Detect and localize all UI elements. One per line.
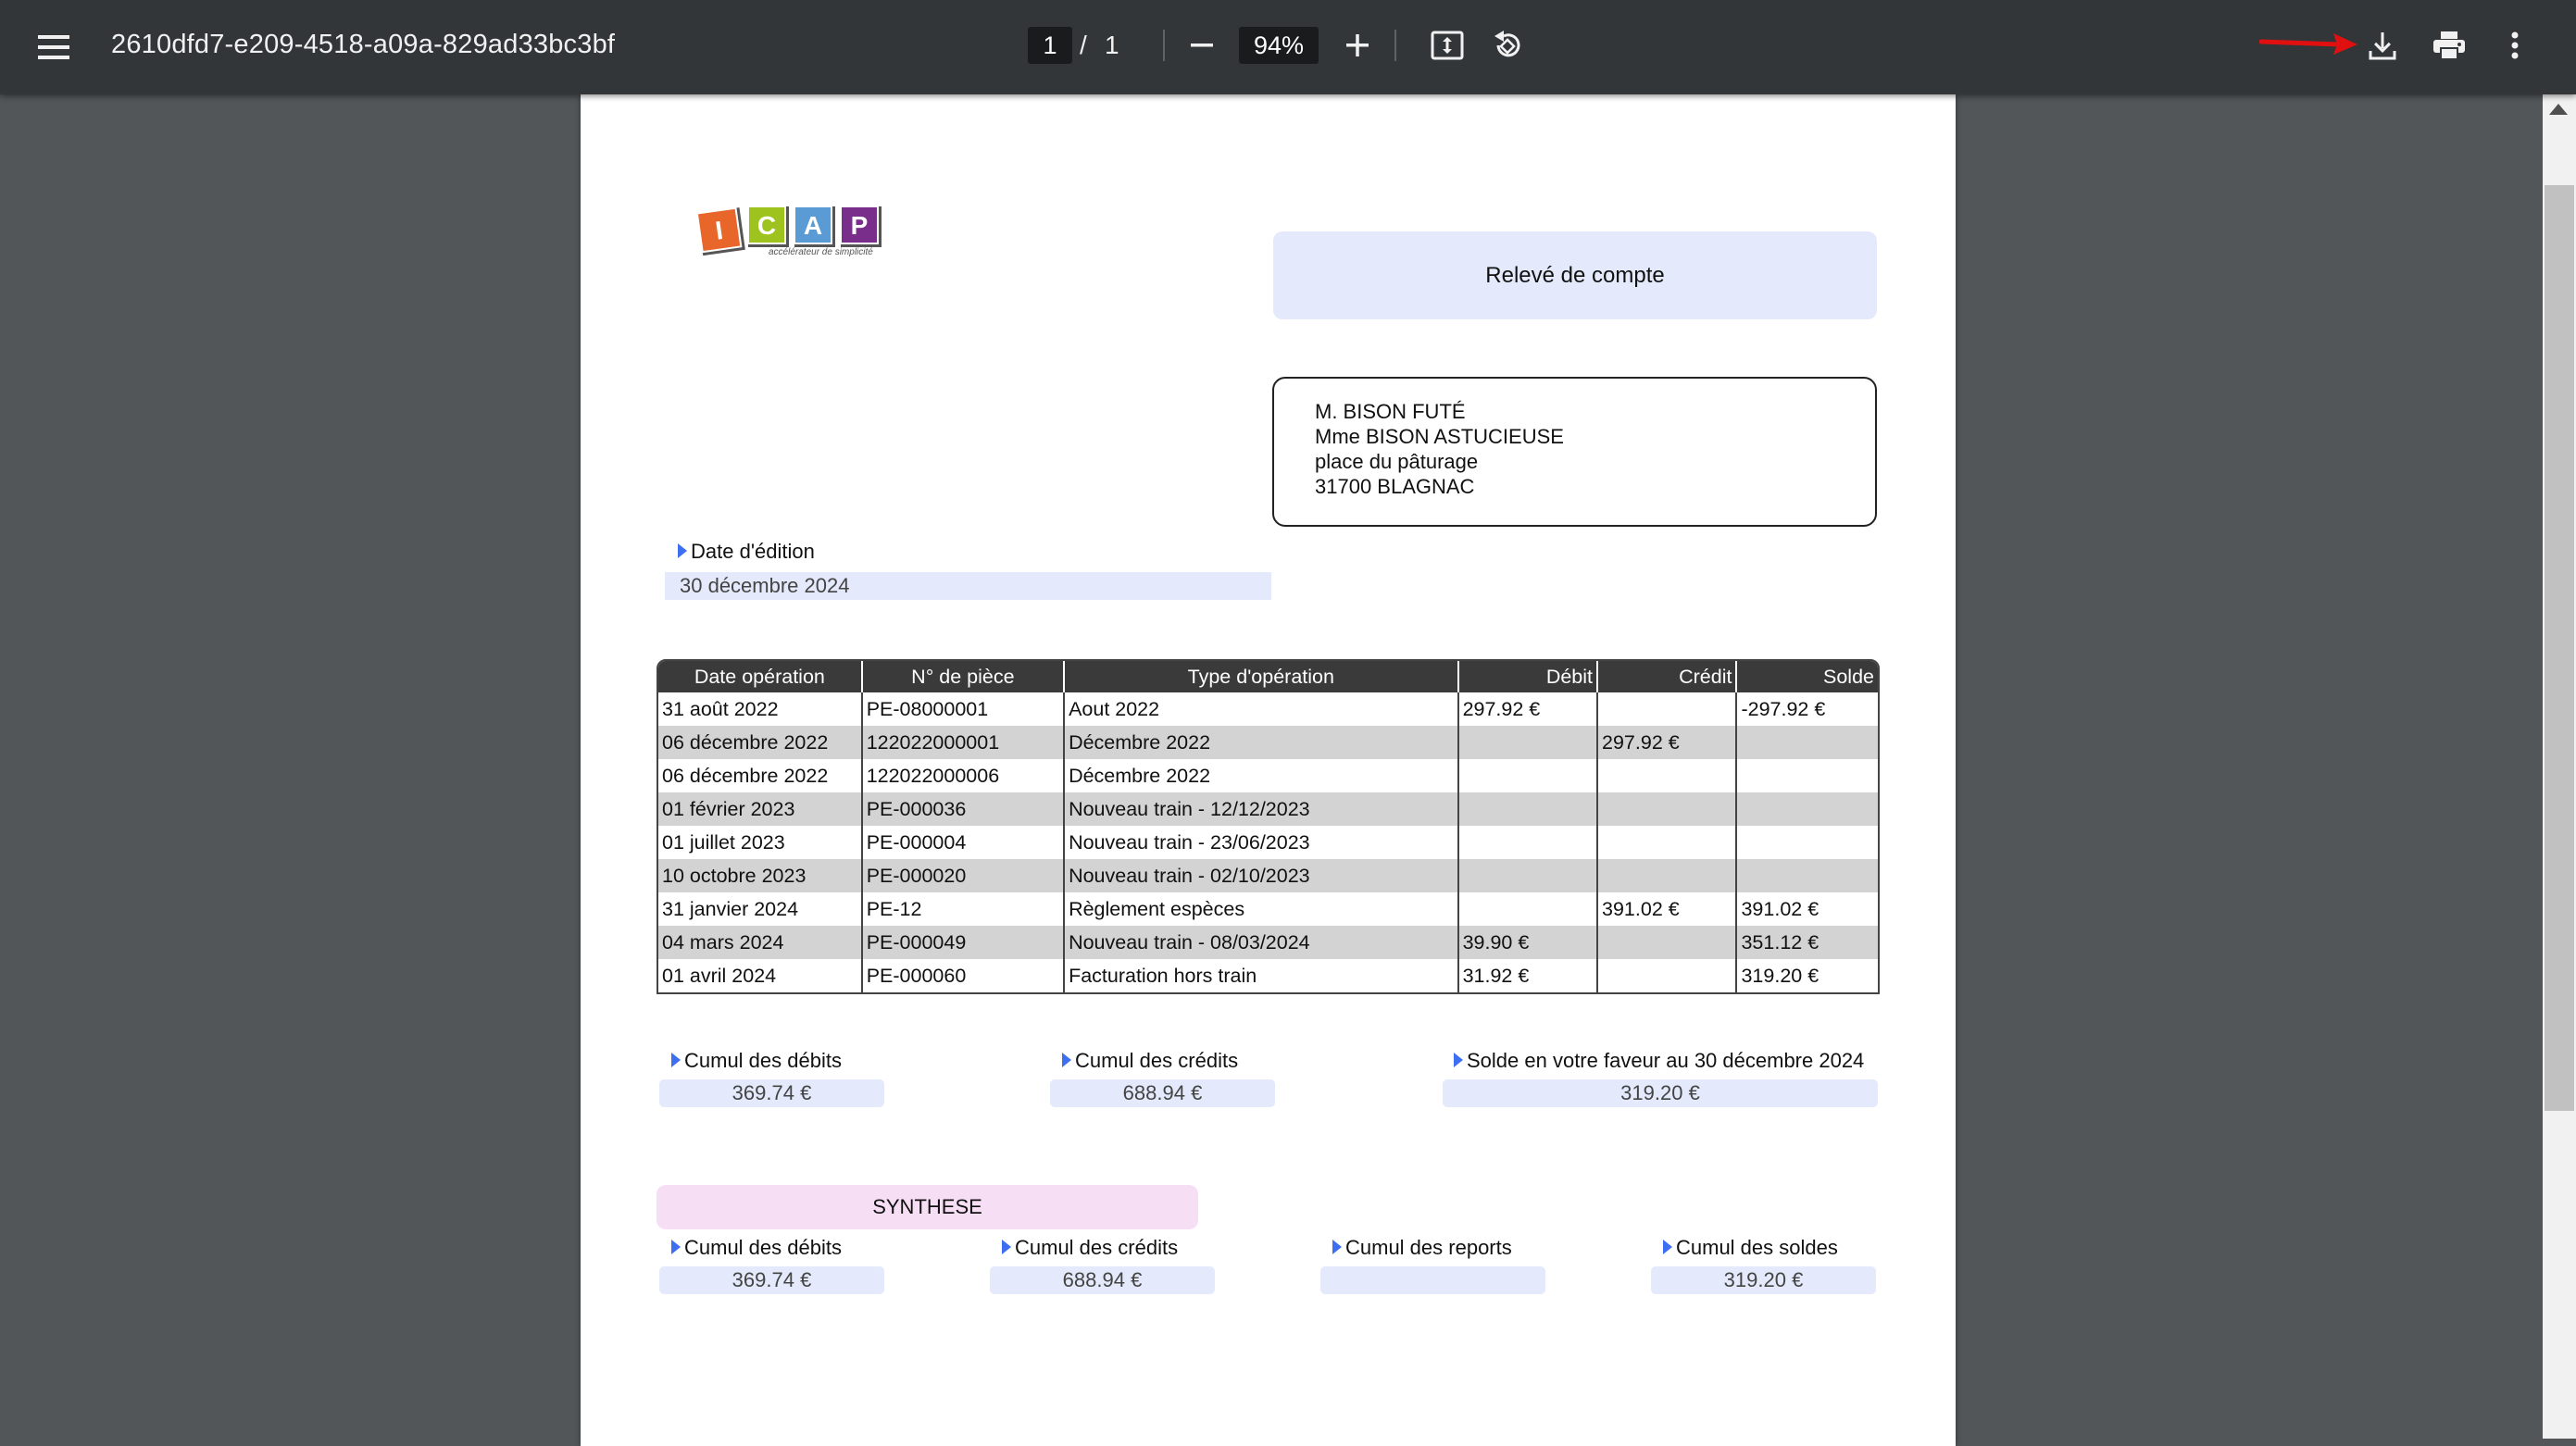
address-line: 31700 BLAGNAC: [1315, 475, 1475, 498]
table-cell: [1735, 726, 1878, 759]
synthese-reports-value: [1320, 1266, 1545, 1294]
balance-value: 319.20 €: [1443, 1079, 1878, 1107]
bullet-triangle-icon: [1002, 1240, 1011, 1254]
bullet-triangle-icon: [671, 1053, 681, 1067]
table-row: [658, 826, 1878, 859]
column-header: Solde: [1735, 661, 1878, 692]
table-cell: 297.92 €: [1596, 726, 1735, 759]
zoom-in-icon: [1344, 32, 1370, 58]
table-cell: 31.92 €: [1457, 959, 1596, 992]
zoom-level-input[interactable]: 94%: [1239, 27, 1319, 64]
table-cell: 31 janvier 2024: [662, 897, 799, 920]
rotate-icon: [1491, 29, 1524, 62]
table-cell: Règlement espèces: [1063, 892, 1457, 926]
table-cell: 01 avril 2024: [662, 964, 777, 987]
table-cell: [1596, 759, 1735, 792]
synthese-header: SYNTHESE: [657, 1185, 1198, 1229]
edition-date-value: 30 décembre 2024: [665, 572, 1271, 600]
total-credits-label: Cumul des crédits: [1062, 1048, 1238, 1074]
table-cell: 122022000001: [861, 726, 1063, 759]
logo-letter: A: [803, 211, 823, 240]
table-cell: 06 décembre 2022: [662, 764, 829, 787]
synthese-reports-label: Cumul des reports: [1332, 1235, 1512, 1261]
download-icon: [2369, 31, 2396, 60]
zoom-out-icon: [1189, 32, 1215, 58]
table-cell: Aout 2022: [1063, 692, 1457, 726]
table-cell: 04 mars 2024: [658, 926, 861, 959]
table-cell: Nouveau train - 23/06/2023: [1063, 826, 1457, 859]
address-line: Mme BISON ASTUCIEUSE: [1315, 425, 1564, 448]
address-line: place du pâturage: [1315, 450, 1479, 473]
table-cell: 391.02 €: [1596, 892, 1735, 926]
balance-label: Solde en votre faveur au 30 décembre 2024: [1454, 1048, 1864, 1074]
table-cell: [1457, 792, 1596, 826]
fit-page-button[interactable]: [1421, 19, 1473, 71]
table-cell: 391.02 €: [1735, 892, 1878, 926]
column-header: Débit: [1457, 661, 1596, 692]
synthese-soldes-value: 319.20 €: [1651, 1266, 1876, 1294]
logo-letter: I: [713, 216, 725, 245]
logo-letter: C: [757, 211, 777, 240]
toolbar-divider: [1163, 30, 1165, 61]
table-cell: 351.12 €: [1735, 926, 1878, 959]
table-cell: 39.90 €: [1457, 926, 1596, 959]
menu-icon: [38, 35, 69, 59]
bullet-triangle-icon: [1454, 1053, 1463, 1067]
table-cell: Décembre 2022: [1063, 726, 1457, 759]
total-debits-label: Cumul des débits: [671, 1048, 842, 1074]
document-title: 2610dfd7-e209-4518-a09a-829ad33bc3bf: [111, 30, 616, 59]
table-row: [658, 892, 1878, 926]
table-cell: PE-000060: [861, 959, 1063, 992]
table-cell: Facturation hors train: [1063, 959, 1457, 992]
print-button[interactable]: [2423, 19, 2475, 71]
column-header: Type d'opération: [1063, 661, 1457, 692]
table-cell: PE-000036: [861, 792, 1063, 826]
table-row: [658, 726, 1878, 759]
table-cell: -297.92 €: [1735, 692, 1878, 726]
table-cell: 01 juillet 2023: [662, 830, 785, 854]
table-cell: Nouveau train - 08/03/2024: [1063, 926, 1457, 959]
bullet-triangle-icon: [1332, 1240, 1342, 1254]
zoom-out-button[interactable]: [1176, 19, 1228, 71]
table-cell: [1596, 959, 1735, 992]
table-cell: 319.20 €: [1735, 959, 1878, 992]
address-block: [1272, 377, 1877, 527]
table-cell: [1457, 859, 1596, 892]
table-cell: 31 août 2022: [662, 697, 779, 720]
more-options-button[interactable]: [2489, 19, 2541, 71]
table-cell: [1735, 859, 1878, 892]
table-cell: 122022000006: [861, 759, 1063, 792]
table-cell: 06 décembre 2022: [658, 726, 861, 759]
address-line: M. BISON FUTÉ: [1315, 400, 1466, 423]
table-cell: Nouveau train - 02/10/2023: [1063, 859, 1457, 892]
page-total: 1: [1105, 31, 1119, 59]
bullet-triangle-icon: [1062, 1053, 1071, 1067]
table-cell: Décembre 2022: [1063, 759, 1457, 792]
statement-title: Relevé de compte: [1273, 231, 1877, 319]
table-cell: [1735, 759, 1878, 792]
table-cell: Nouveau train - 12/12/2023: [1063, 792, 1457, 826]
print-icon: [2432, 31, 2466, 60]
table-cell: [1457, 726, 1596, 759]
table-cell: PE-000004: [861, 826, 1063, 859]
synthese-debits-label: Cumul des débits: [671, 1235, 842, 1261]
table-cell: [1596, 792, 1735, 826]
table-cell: [1735, 792, 1878, 826]
download-button[interactable]: [2357, 19, 2408, 71]
table-cell: 297.92 €: [1457, 692, 1596, 726]
table-cell: [1596, 826, 1735, 859]
table-row: [658, 792, 1878, 826]
synthese-debits-value: 369.74 €: [659, 1266, 884, 1294]
table-cell: PE-12: [861, 892, 1063, 926]
synthese-credits-value: 688.94 €: [990, 1266, 1215, 1294]
table-cell: [1457, 759, 1596, 792]
table-cell: [1596, 926, 1735, 959]
table-cell: PE-000049: [861, 926, 1063, 959]
synthese-credits-label: Cumul des crédits: [1002, 1235, 1178, 1261]
pdf-viewer-toolbar: [0, 0, 2576, 94]
column-header: Crédit: [1596, 661, 1735, 692]
table-row: [658, 959, 1878, 992]
table-row: [658, 692, 1878, 726]
table-cell: 10 octobre 2023: [658, 859, 861, 892]
toolbar-divider: [1394, 30, 1396, 61]
table-cell: [1596, 859, 1735, 892]
zoom-in-button[interactable]: [1332, 19, 1383, 71]
total-credits-value: 688.94 €: [1050, 1079, 1275, 1107]
logo-tagline: accélérateur de simplicité: [769, 247, 873, 257]
total-debits-value: 369.74 €: [659, 1079, 884, 1107]
page-separator: /: [1080, 31, 1087, 59]
more-vert-icon: [2510, 31, 2520, 59]
table-cell: [1596, 692, 1735, 726]
table-cell: [1457, 826, 1596, 859]
icap-logo: [696, 193, 891, 271]
bullet-triangle-icon: [678, 543, 687, 558]
table-cell: 01 février 2023: [658, 792, 861, 826]
table-row: [658, 926, 1878, 959]
logo-letter: P: [850, 211, 869, 240]
scrollbar-thumb[interactable]: [2545, 185, 2574, 1111]
rotate-button[interactable]: [1482, 19, 1533, 71]
page-number-input[interactable]: 1: [1028, 27, 1072, 64]
menu-button[interactable]: [28, 21, 80, 73]
column-header: N° de pièce: [861, 661, 1063, 692]
operations-table: [657, 659, 1880, 994]
table-row: [658, 759, 1878, 792]
table-cell: PE-000020: [861, 859, 1063, 892]
bullet-triangle-icon: [1663, 1240, 1672, 1254]
table-cell: [1735, 826, 1878, 859]
annotation-arrow-icon: [2259, 31, 2359, 56]
pdf-page: [581, 94, 1956, 1446]
fit-page-icon: [1431, 31, 1464, 60]
table-row: [658, 859, 1878, 892]
edition-date-label: Date d'édition: [678, 539, 815, 565]
scroll-up-arrow-icon[interactable]: [2549, 104, 2568, 115]
table-cell: PE-08000001: [861, 692, 1063, 726]
table-cell: [1457, 892, 1596, 926]
bullet-triangle-icon: [671, 1240, 681, 1254]
column-header: Date opération: [658, 661, 861, 692]
synthese-soldes-label: Cumul des soldes: [1663, 1235, 1838, 1261]
table-header-row: [658, 661, 1878, 692]
